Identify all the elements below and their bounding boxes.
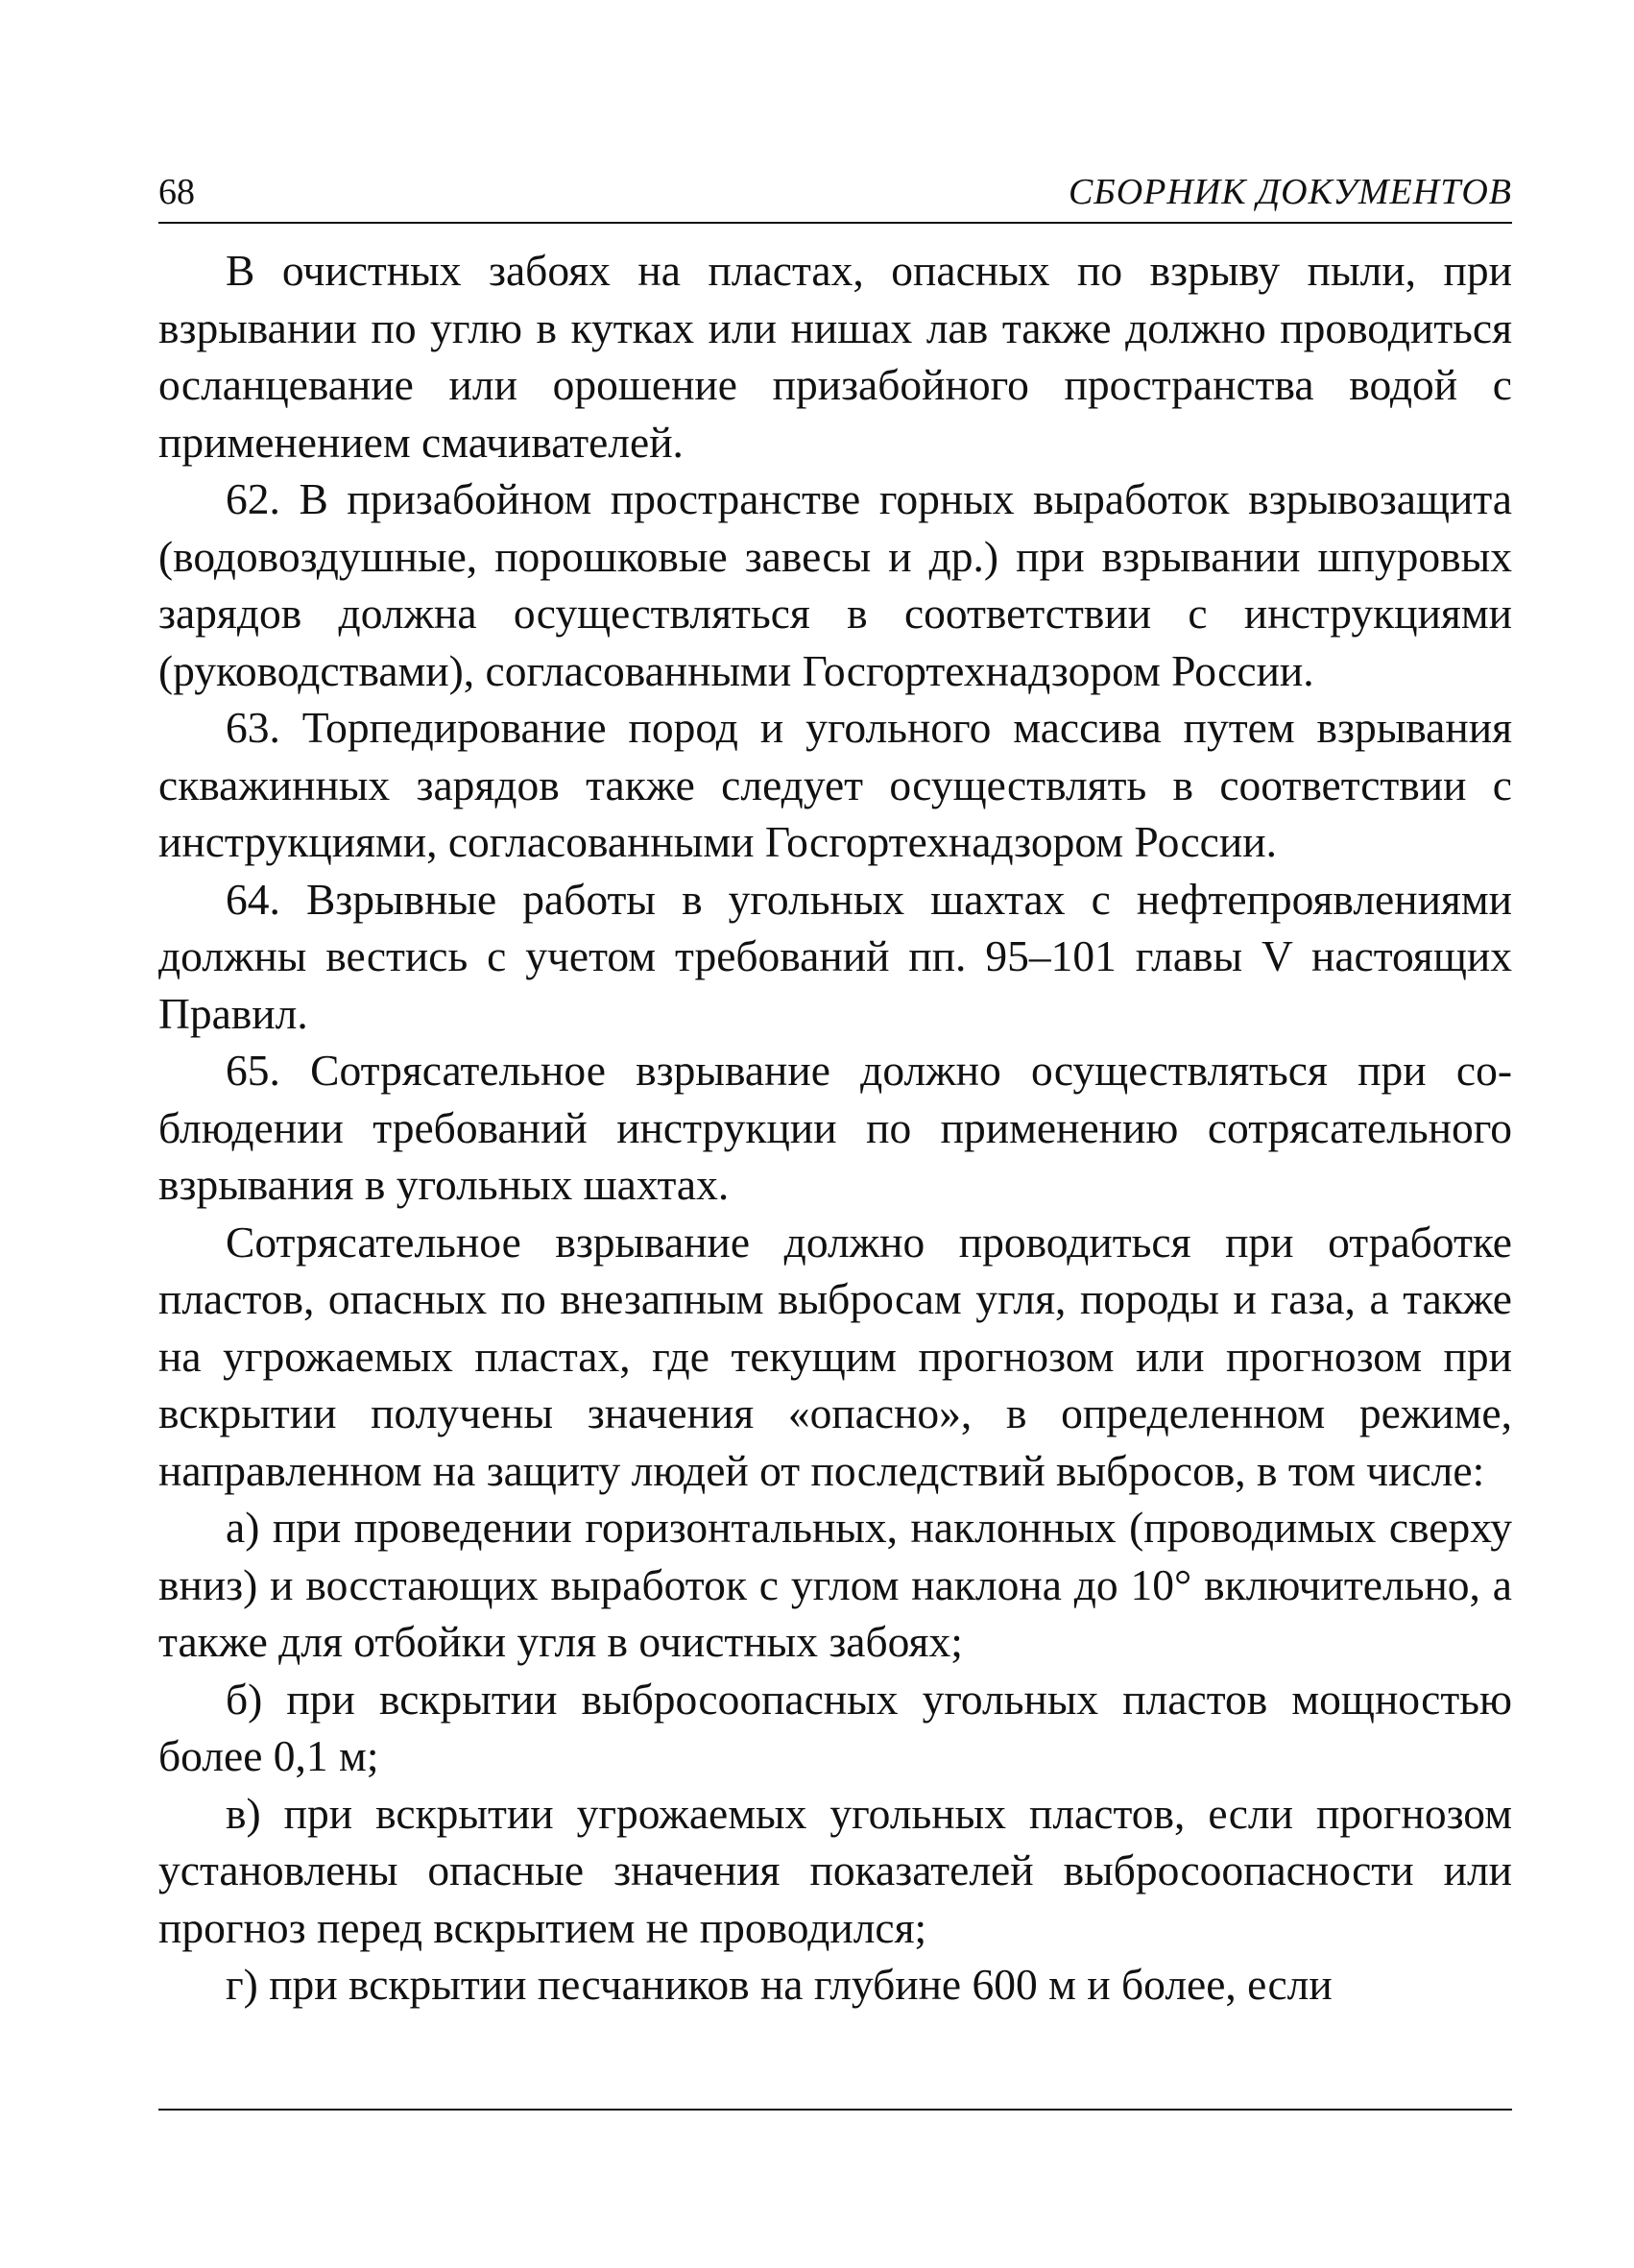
footer-rule <box>158 2109 1512 2111</box>
list-item-a: а) при проведении горизонтальных, наклонных (проводимых сверху вниз) и восстающих выработок с углом наклона до 10° включительно, а также для отбойки угля в очистных забоях; <box>158 1503 1512 1666</box>
paragraph-63: 63. Торпедирование пород и угольного массива путем взрывания скважинных зарядов также следует осуществлять в соответствии с инструкциями, согласованными Госгортехнадзором России. <box>158 703 1512 866</box>
list-item-b: б) при вскрытии выбросоопасных угольных пластов мощностью более 0,1 м; <box>158 1674 1512 1780</box>
body-text <box>158 242 1512 2086</box>
list-item-g: г) при вскрытии песчаников на глубине 600 м и более, если <box>226 1960 1333 2009</box>
paragraph-65: 65. Сотрясательное взрывание должно осуществляться при соблюдении требований инструкции по применению сотрясательного взрывания в угольных шахтах. <box>158 1046 1512 1209</box>
running-title: СБОРНИК ДОКУМЕНТОВ <box>1068 172 1512 212</box>
header-rule <box>158 222 1512 224</box>
paragraph-intro: В очистных забоях на пластах, опасных по взрыву пыли, при взрывании по углю в кутках или нишах лав также должно проводиться осланцевание или орошение призабойного пространства водой с применением смачивателей. <box>158 246 1512 467</box>
page-number: 68 <box>158 172 195 212</box>
page-header <box>158 163 1512 223</box>
paragraph-62: 62. В призабойном пространстве горных выработок взрывозащита (водовоздушные, порошковые завесы и др.) при взрывании шпуровых зарядов должна осуществляться в соответствии с инструкциями (руководствами), согласованными Госгортехнадзором России. <box>158 474 1512 695</box>
paragraph-65-continued: Сотрясательное взрывание должно проводиться при отработке пластов, опасных по внезапным выбросам угля, породы и газа, а также на угрожаемых пластах, где текущим прогнозом или прогнозом при вскрытии получены значения «опасно», в определенном режиме, направленном на защиту людей от последствий выбросов, в том числе: <box>158 1217 1512 1495</box>
list-item-v: в) при вскрытии угрожаемых угольных пластов, если прогнозом установлены опасные значения показателей выбросоопасности или прогноз перед вскрытием не проводился; <box>158 1788 1512 1952</box>
paragraph-64: 64. Взрывные работы в угольных шахтах с нефтепроявлениями должны вестись с учетом требований пп. 95–101 главы V настоящих Правил. <box>158 874 1512 1038</box>
